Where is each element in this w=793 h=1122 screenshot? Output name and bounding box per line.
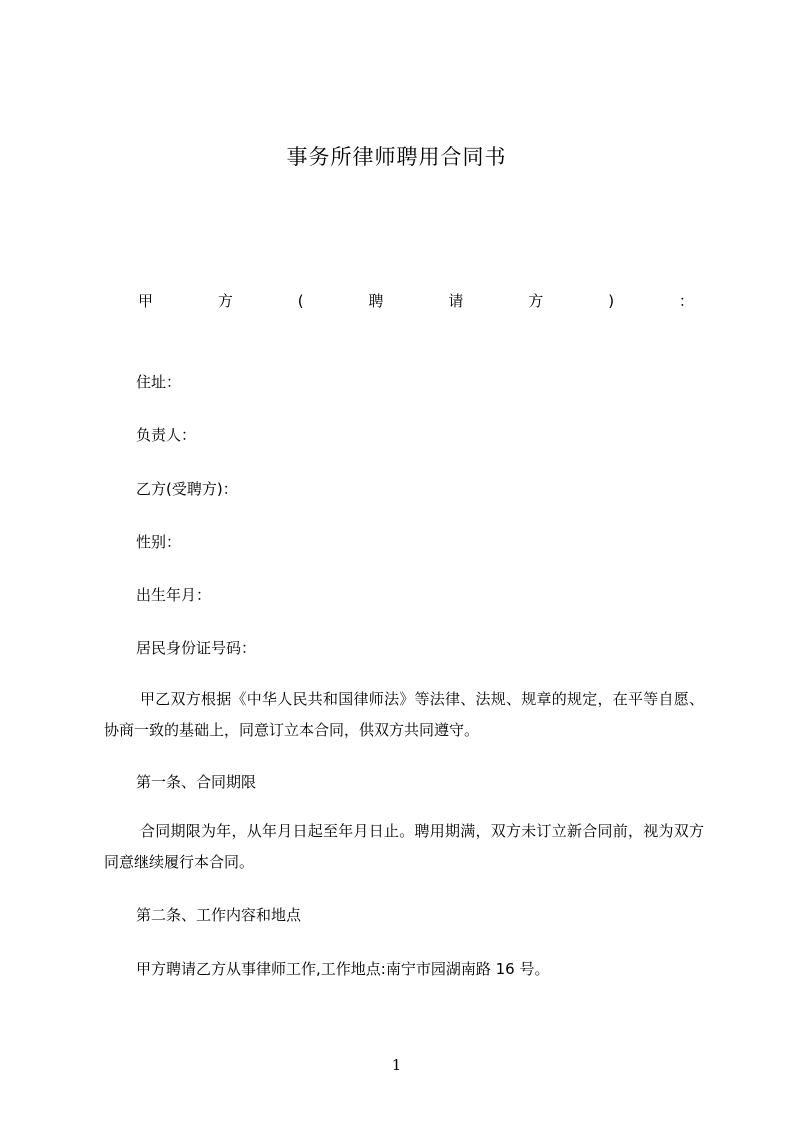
party-a-char: ： [678, 292, 694, 310]
party-a-char: 方 [528, 292, 544, 310]
party-a-char: 聘 [368, 292, 384, 310]
birth-date-field: 出生年月： [136, 586, 212, 604]
intro-paragraph: 甲乙双方根据《中华人民共和国律师法》等法律、法规、规章的规定，在平等自愿、协商一致的基础上，同意订立本合同，供双方共同遵守。 [104, 690, 704, 739]
page-title: 事务所律师聘用合同书 [286, 145, 507, 169]
party-a-label [138, 290, 694, 312]
party-a-char: 方 [217, 292, 233, 310]
article-2-heading: 第二条、工作内容和地点 [136, 906, 302, 924]
address-field: 住址： [136, 373, 182, 391]
article-1-body: 合同期限为年，从年月日起至年月日止。聘用期满，双方未订立新合同前，视为双方同意继续履行本合同。 [104, 822, 704, 871]
article-1-heading: 第一条、合同期限 [136, 773, 257, 791]
gender-field: 性别： [136, 533, 182, 551]
responsible-person-field: 负责人： [136, 426, 197, 444]
party-a-char: 请 [448, 292, 464, 310]
party-b-field: 乙方(受聘方)： [136, 480, 238, 498]
party-a-char: 甲 [138, 292, 154, 310]
page-number: 1 [391, 1056, 402, 1074]
party-a-char: ( [297, 292, 304, 310]
id-number-field: 居民身份证号码： [136, 639, 257, 657]
article-2-body: 甲方聘请乙方从事律师工作,工作地点:南宁市园湖南路 16 号。 [136, 960, 550, 978]
party-a-char: ) [608, 292, 615, 310]
